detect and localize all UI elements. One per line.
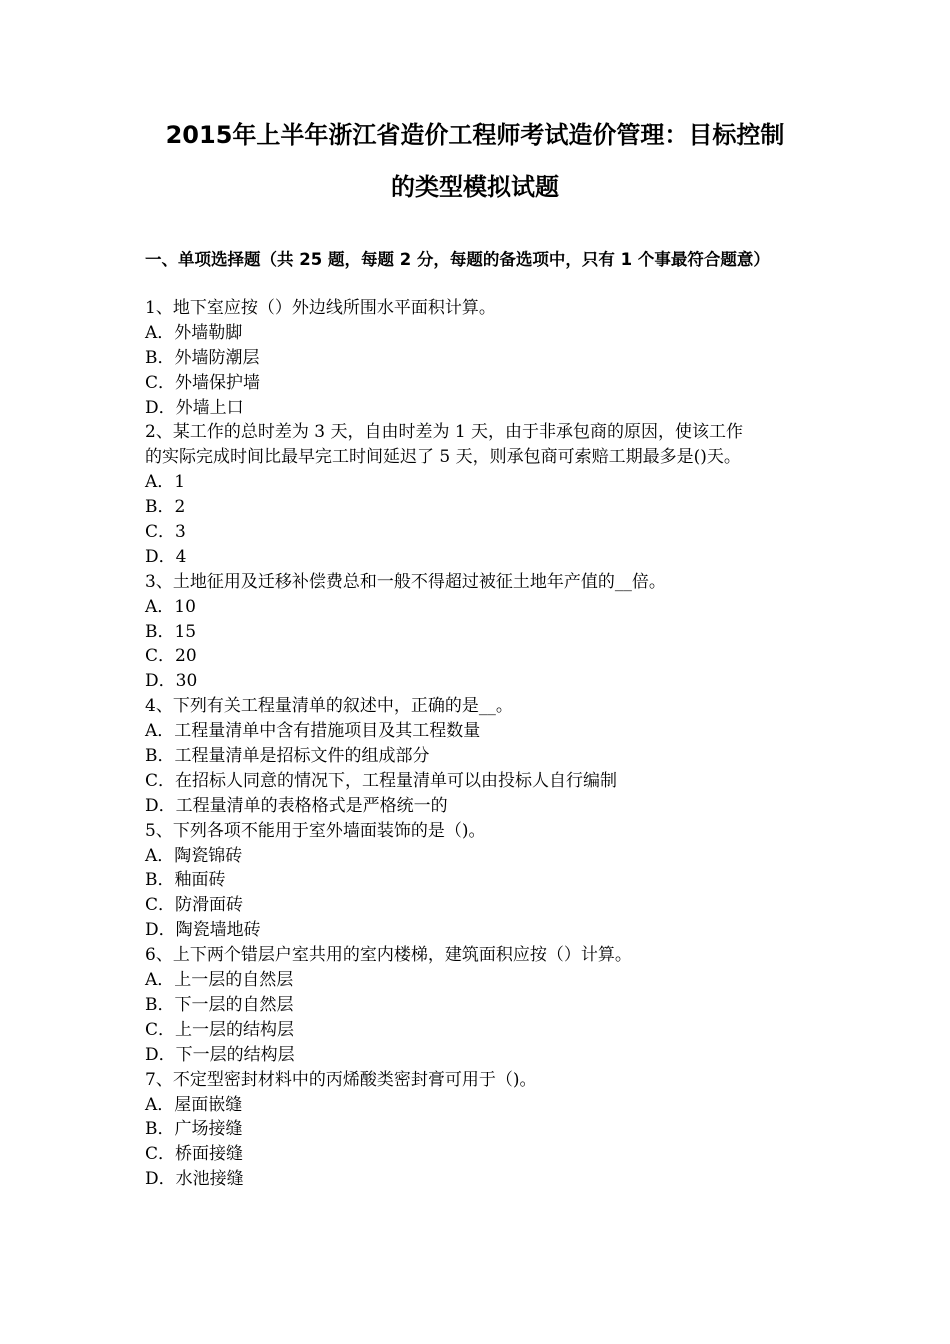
- question-block: [145, 570, 815, 694]
- answer-option: C．上一层的结构层: [145, 1019, 295, 1040]
- question-list: [145, 296, 815, 1192]
- answer-option: C．在招标人同意的情况下，工程量清单可以由投标人自行编制: [145, 770, 618, 791]
- document-title-line-1: 2015年上半年浙江省造价工程师考试造价管理：目标控制: [165, 121, 785, 149]
- answer-option: A．工程量清单中含有措施项目及其工程数量: [145, 721, 481, 742]
- section-heading: 一、单项选择题（共 25 题，每题 2 分，每题的备选项中，只有 1 个事最符合题意）: [145, 250, 770, 269]
- question-stem: 6、上下两个错层户室共用的室内楼梯，建筑面积应按（）计算。: [145, 945, 632, 966]
- answer-option: D．4: [145, 546, 187, 567]
- question-block: [145, 1068, 815, 1192]
- question-stem: 5、下列各项不能用于室外墙面装饰的是（)。: [145, 820, 486, 841]
- answer-option: B．釉面砖: [145, 870, 226, 891]
- answer-option: D．陶瓷墙地砖: [145, 920, 261, 941]
- answer-option: B．2: [145, 497, 186, 518]
- answer-option: D．水池接缝: [145, 1169, 244, 1190]
- answer-option: B．广场接缝: [145, 1119, 243, 1140]
- answer-option: A．外墙勒脚: [145, 322, 243, 343]
- answer-option: D．外墙上口: [145, 397, 244, 418]
- answer-option: A．1: [145, 472, 186, 493]
- document-title-line-2: 的类型模拟试题: [391, 173, 559, 201]
- answer-option: A．10: [145, 596, 196, 617]
- answer-option: C．防滑面砖: [145, 895, 244, 916]
- answer-option: C．3: [145, 522, 186, 543]
- question-stem: 7、不定型密封材料中的丙烯酸类密封膏可用于（)。: [145, 1069, 537, 1090]
- answer-option: D．30: [145, 671, 198, 692]
- answer-option: C．外墙保护墙: [145, 372, 261, 393]
- question-block: [145, 296, 815, 420]
- question-stem: 的实际完成时间比最早完工时间延迟了 5 天，则承包商可索赔工期最多是()天。: [145, 447, 741, 468]
- answer-option: B．下一层的自然层: [145, 994, 294, 1015]
- answer-option: A．陶瓷锦砖: [145, 845, 243, 866]
- question-block: [145, 694, 815, 818]
- answer-option: D．下一层的结构层: [145, 1044, 295, 1065]
- question-block: [145, 819, 815, 943]
- answer-option: C．桥面接缝: [145, 1144, 244, 1165]
- question-stem: 4、下列有关工程量清单的叙述中，正确的是__。: [145, 696, 513, 717]
- question-stem: 3、土地征用及迁移补偿费总和一般不得超过被征土地年产值的__倍。: [145, 571, 666, 592]
- question-stem: 2、某工作的总时差为 3 天，自由时差为 1 天，由于非承包商的原因，使该工作: [145, 422, 744, 443]
- answer-option: C．20: [145, 646, 197, 667]
- answer-option: D．工程量清单的表格格式是严格统一的: [145, 795, 448, 816]
- answer-option: B．15: [145, 621, 197, 642]
- question-block: [145, 420, 815, 569]
- answer-option: B．外墙防潮层: [145, 347, 260, 368]
- question-stem: 1、地下室应按（）外边线所围水平面积计算。: [145, 298, 496, 318]
- answer-option: A．上一层的自然层: [145, 970, 294, 991]
- answer-option: B．工程量清单是招标文件的组成部分: [145, 746, 430, 767]
- question-block: [145, 943, 815, 1067]
- answer-option: A．屋面嵌缝: [145, 1094, 243, 1115]
